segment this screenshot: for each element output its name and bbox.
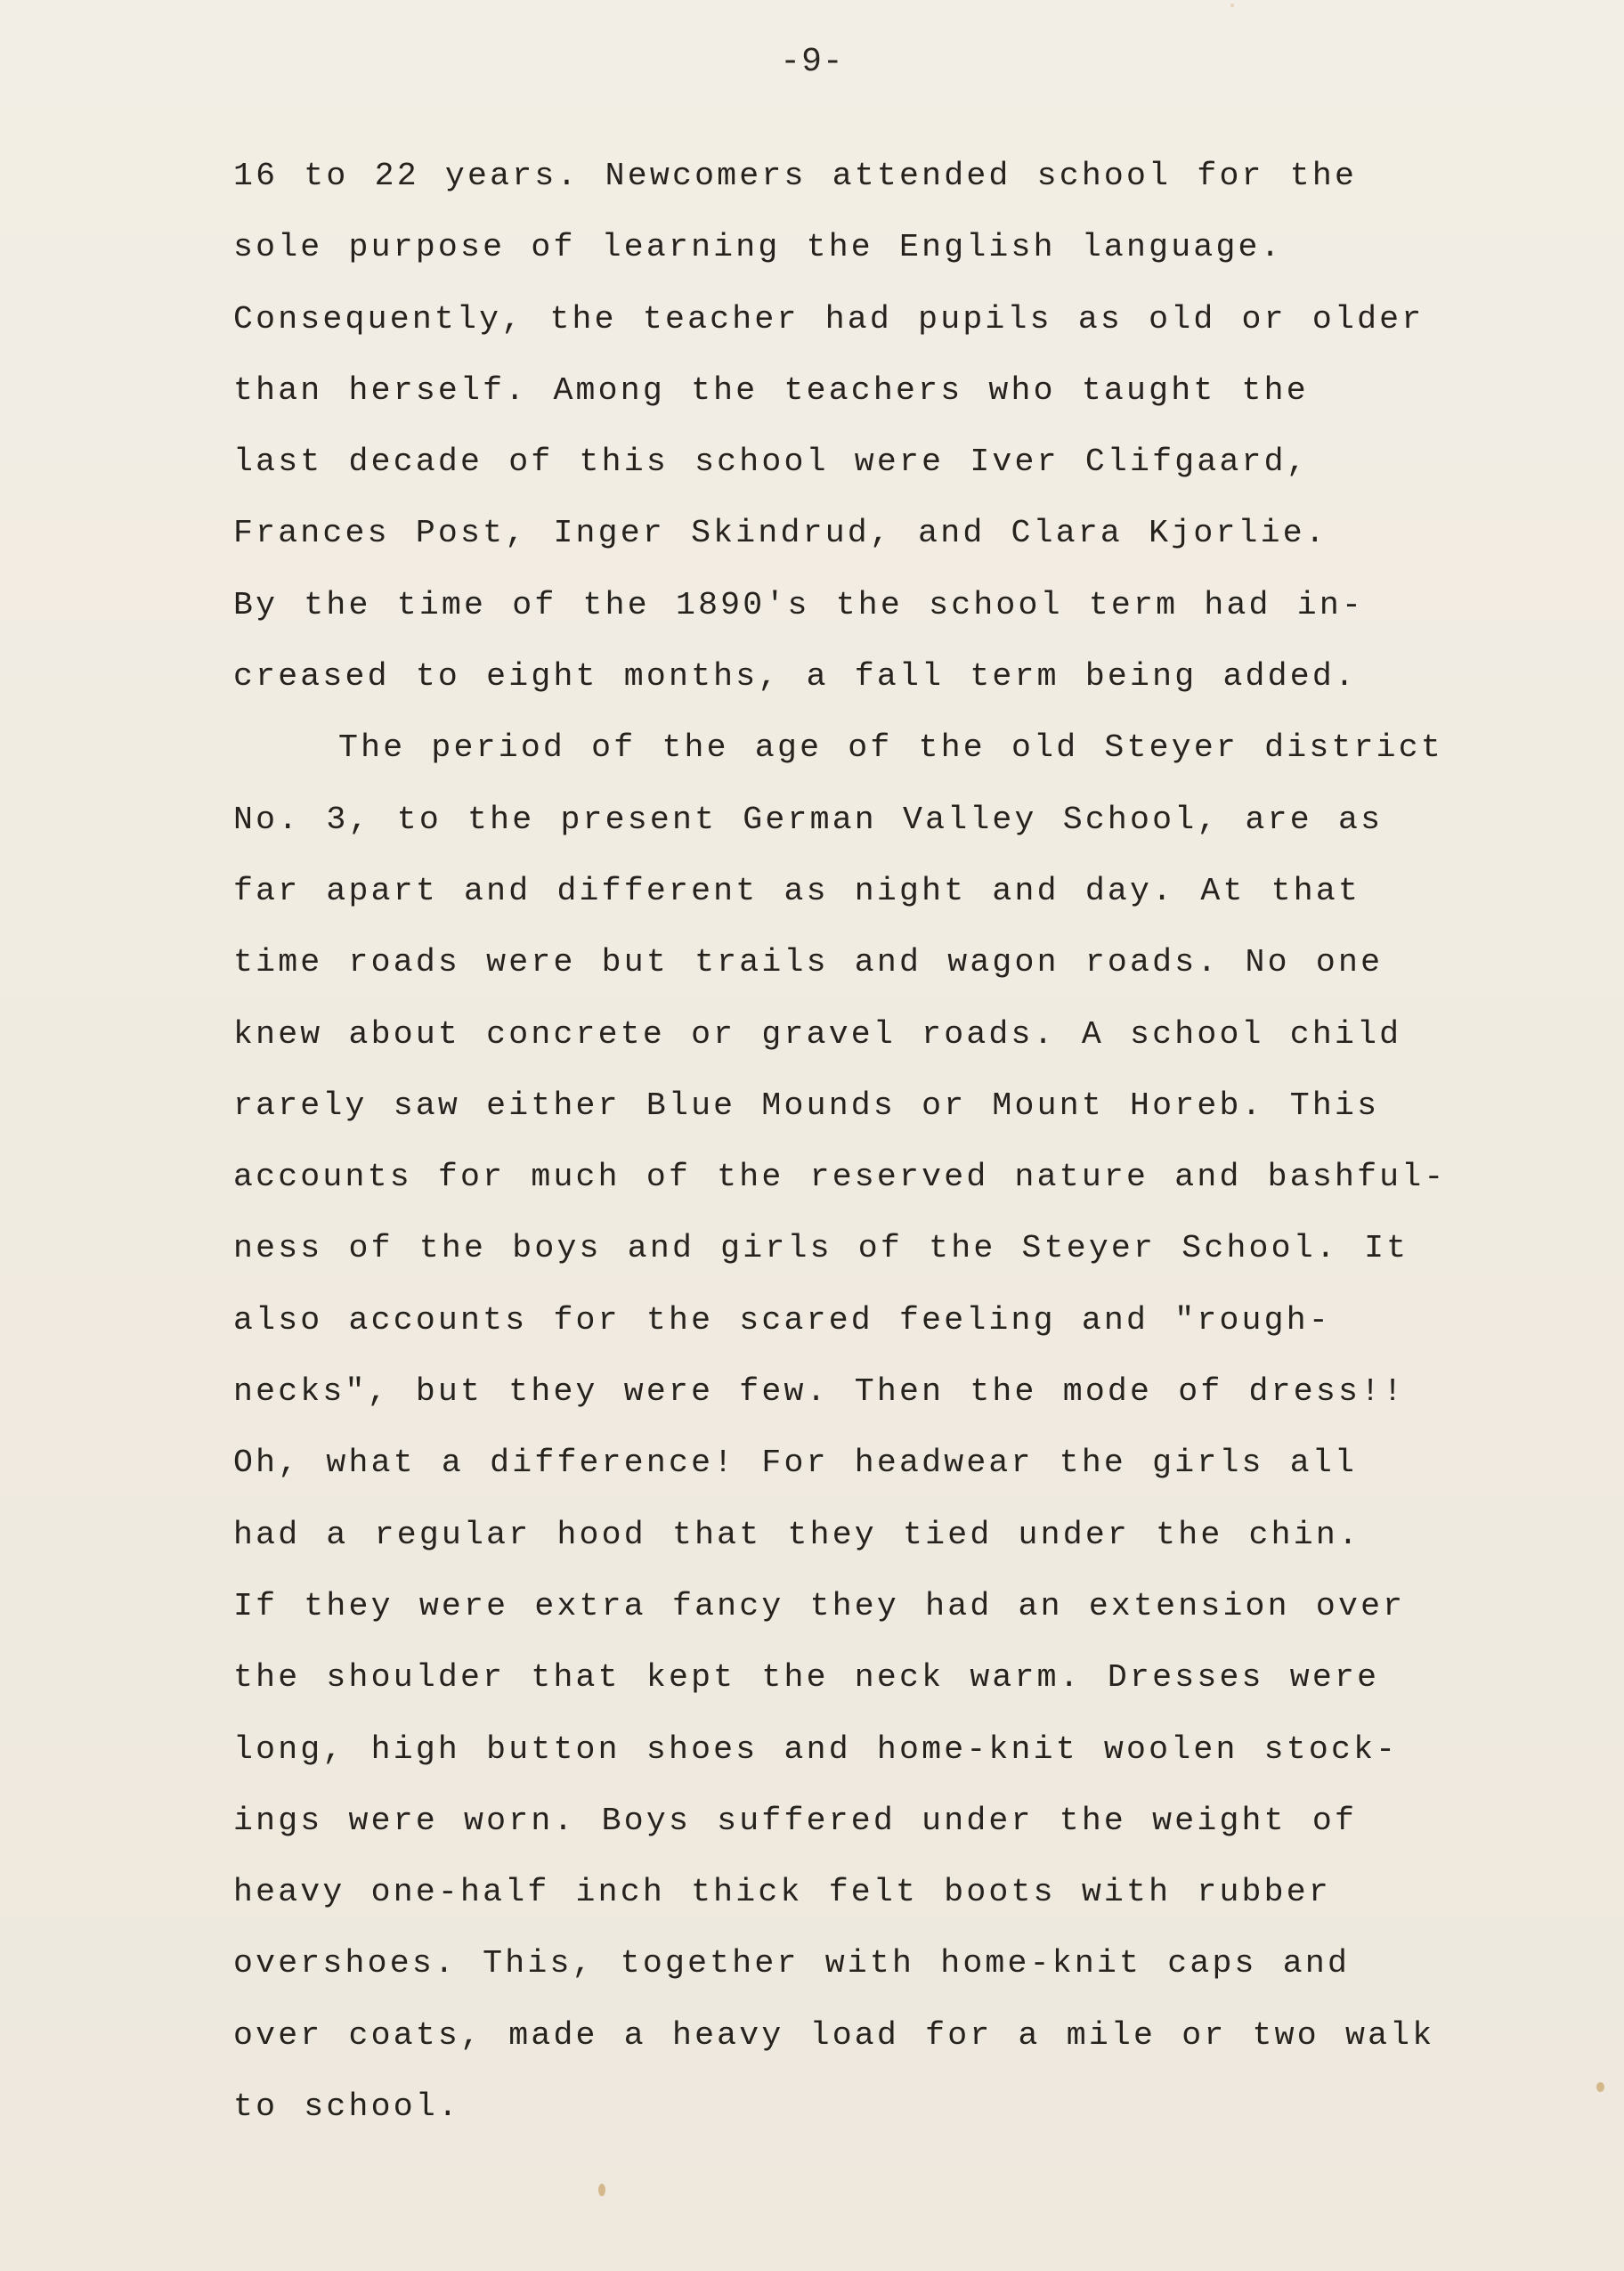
text-line: overshoes. This, together with home-knit caps and <box>233 1945 1351 1982</box>
text-line: far apart and different as night and day. At that <box>233 872 1361 909</box>
text-line: ness of the boys and girls of the Steyer School. It <box>233 1230 1409 1267</box>
text-line: 16 to 22 years. Newcomers attended school for the <box>233 158 1358 194</box>
text-line: long, high button shoes and home-knit woolen stock- <box>233 1730 1399 1768</box>
text-line: last decade of this school were Iver Clifgaard, <box>233 444 1309 481</box>
text-line: creased to eight months, a fall term being added. <box>233 658 1358 696</box>
text-line: than herself. Among the teachers who taught the <box>233 371 1309 409</box>
paper-speck <box>598 2184 605 2196</box>
text-line: sole purpose of learning the English language. <box>233 229 1283 266</box>
text-line: Consequently, the teacher had pupils as old or older <box>233 300 1425 338</box>
text-line: rarely saw either Blue Mounds or Mount Horeb. This <box>233 1087 1380 1124</box>
text-line: heavy one-half inch thick felt boots with rubber <box>233 1874 1331 1911</box>
text-line: If they were extra fancy they had an extension over <box>233 1587 1406 1624</box>
paper-speck <box>1596 2082 1604 2092</box>
paragraph-first-line: The period of the age of the old Steyer district <box>338 729 1443 767</box>
text-line: By the time of the 1890's the school term had in- <box>233 586 1365 623</box>
paper-speck <box>1230 4 1234 7</box>
text-line: ings were worn. Boys suffered under the weight of <box>233 1802 1358 1839</box>
text-line: Frances Post, Inger Skindrud, and Clara Kjorlie. <box>233 515 1328 552</box>
text-line: Oh, what a difference! For headwear the girls all <box>233 1445 1358 1482</box>
text-line: accounts for much of the reserved nature and bashful- <box>233 1159 1447 1196</box>
text-line: over coats, made a heavy load for a mile or two walk <box>233 2016 1435 2054</box>
body-text <box>233 150 1447 2152</box>
page-number: -9- <box>780 43 844 81</box>
text-line: No. 3, to the present German Valley School, are as <box>233 801 1384 838</box>
text-line: also accounts for the scared feeling and "rough- <box>233 1301 1331 1339</box>
text-line: time roads were but trails and wagon roads. No one <box>233 944 1384 981</box>
text-line: to school. <box>233 2088 461 2126</box>
text-line: the shoulder that kept the neck warm. Dresses were <box>233 1659 1380 1697</box>
text-line: had a regular hood that they tied under the chin. <box>233 1516 1361 1553</box>
text-line: knew about concrete or gravel roads. A school child <box>233 1015 1402 1053</box>
text-line: necks", but they were few. Then the mode of dress!! <box>233 1373 1406 1411</box>
